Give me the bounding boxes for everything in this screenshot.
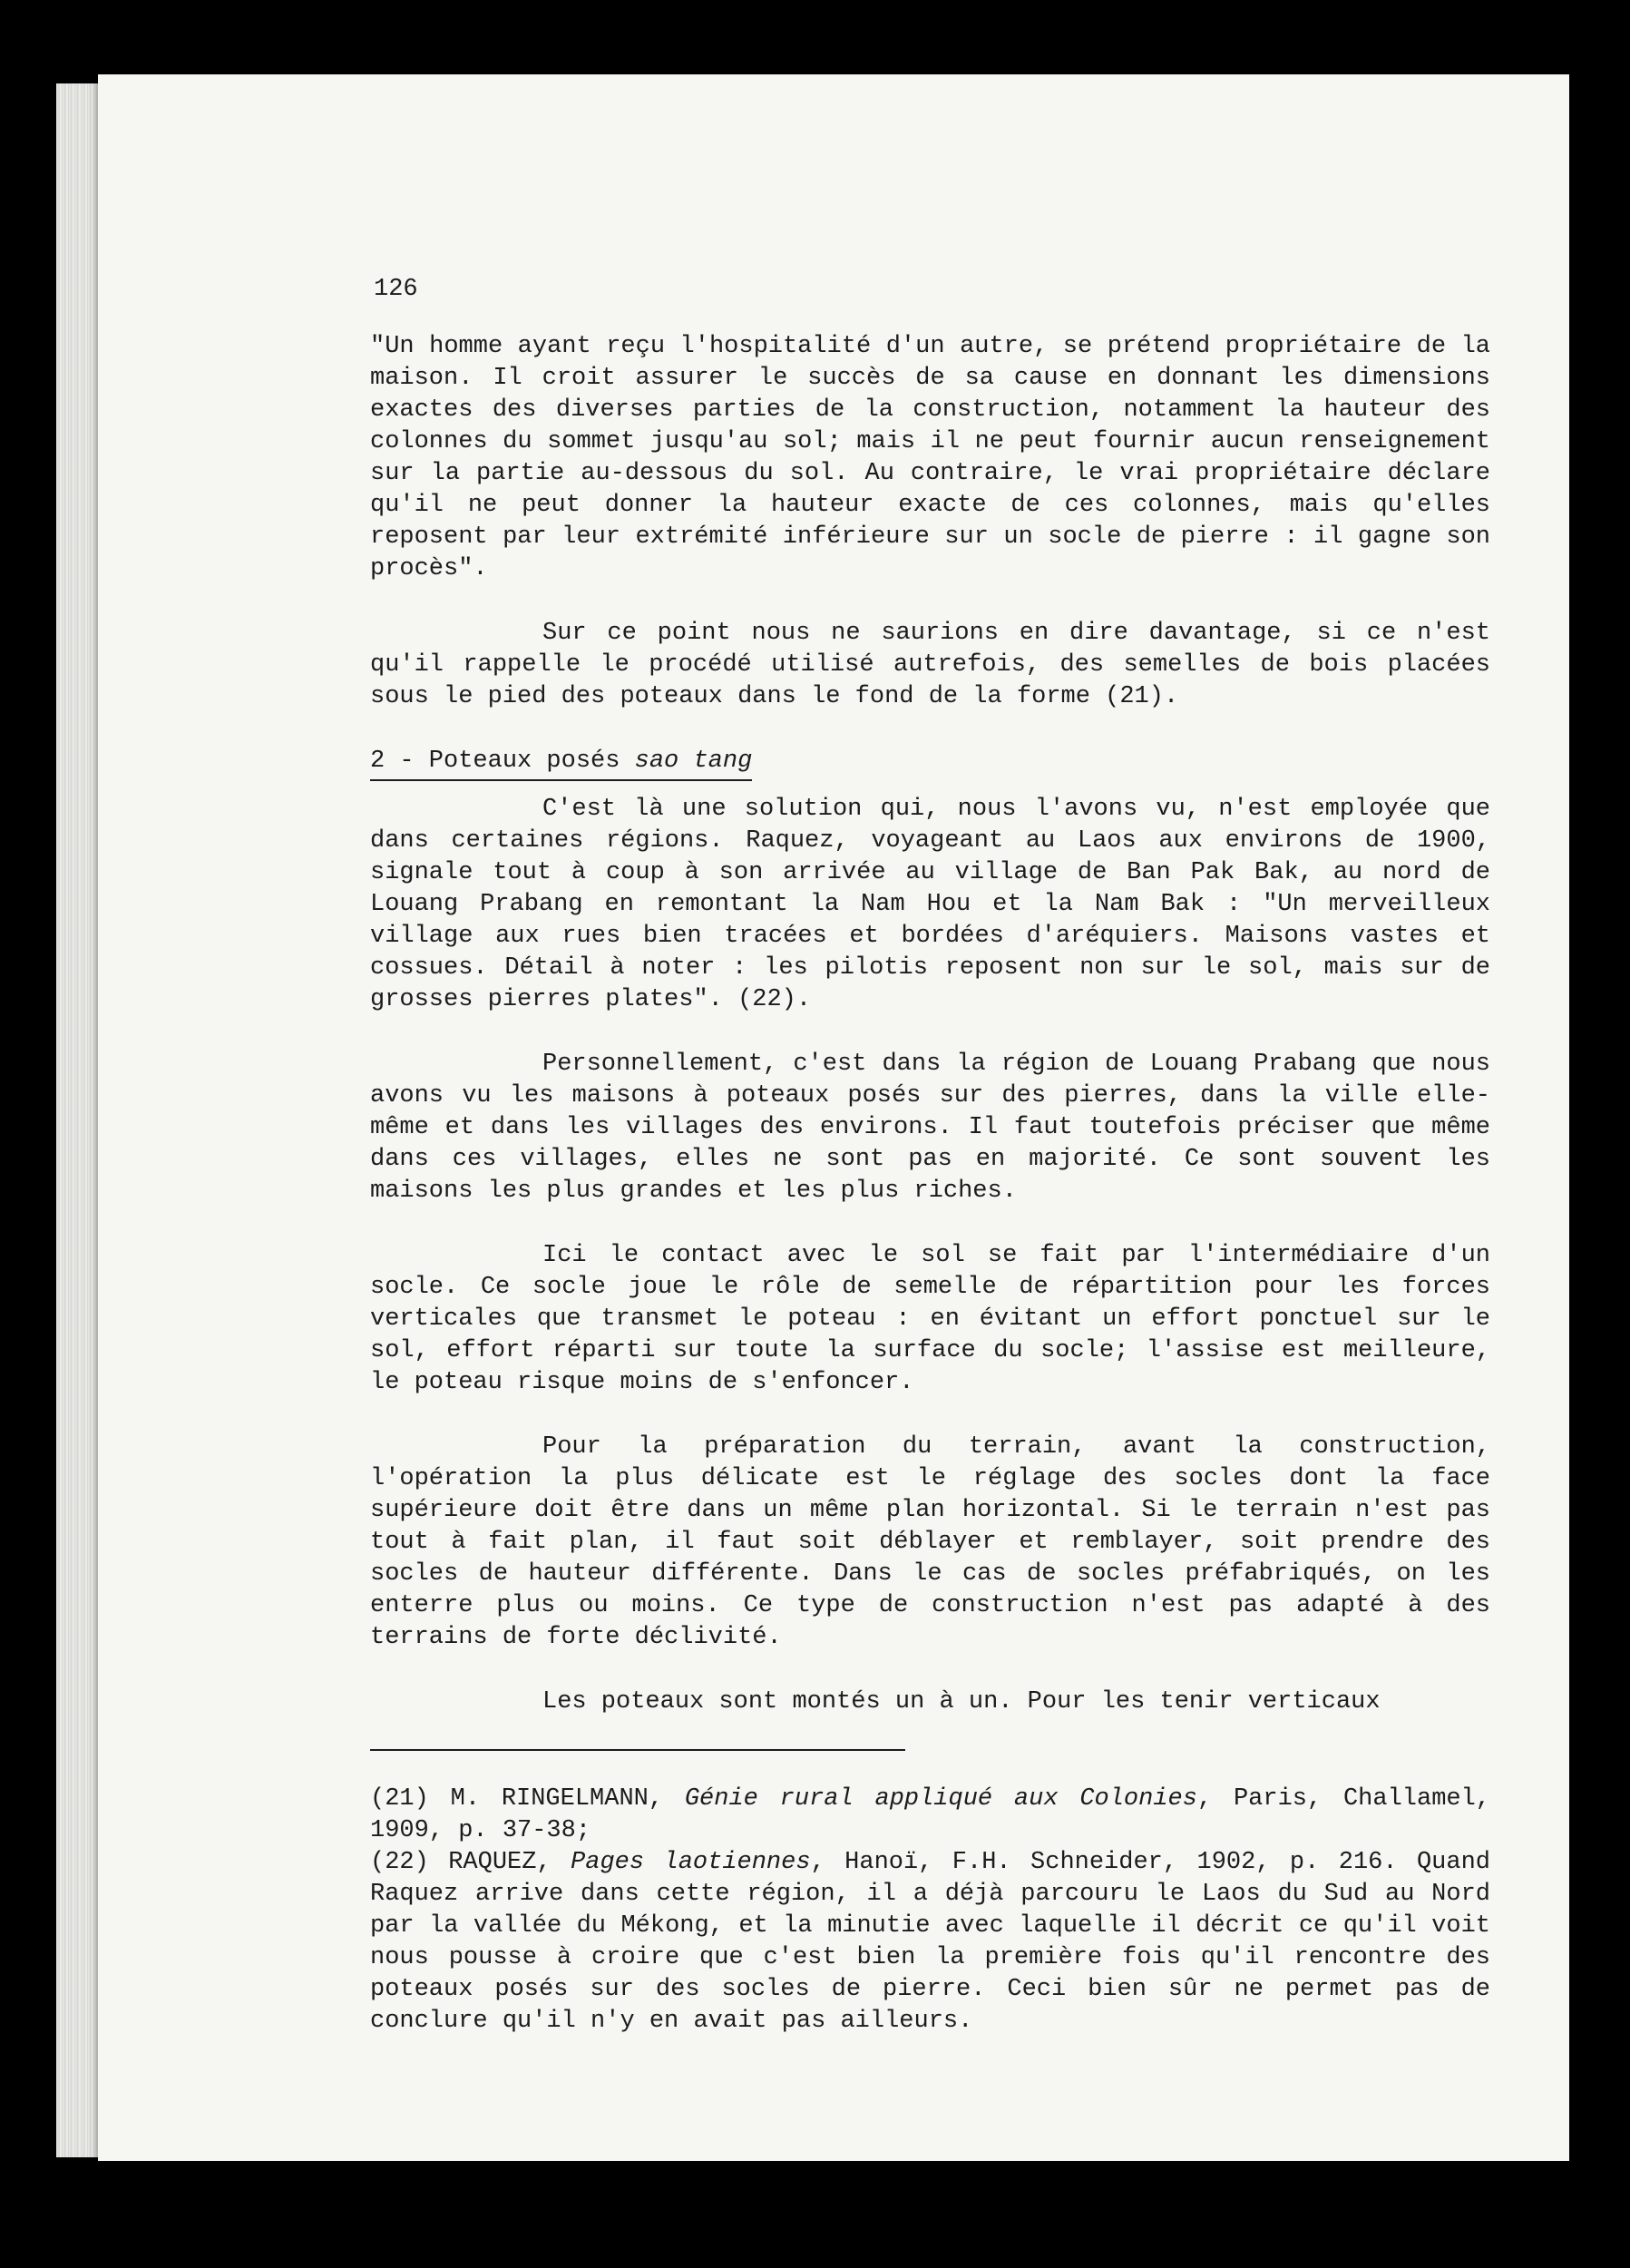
paragraph-2: C'est là une solution qui, nous l'avons vu, n'est employée que dans certaines régions. Raquez, voyageant au Laos aux environs de 1900, signale tout à coup à son arrivée au village de Ban Pak Bak, au nord de Louang Prabang en remontant la Nam Hou et la Nam Bak : "Un merveilleux village aux rues bien tracées et bordées d'aréquiers. Maisons vastes et cossues. Détail à noter : les pilotis reposent non sur le sol, mais sur de grosses pierres plates". (22). [370,796,1490,1013]
quote-paragraph: "Un homme ayant reçu l'hospitalité d'un autre, se prétend propriétaire de la maison. Il croit assurer le succès de sa cause en donnant les dimensions exactes des diverses parties de la construction, notamment la hauteur des colonnes du sommet jusqu'au sol; mais il ne peut fournir aucun renseignement sur la partie au-dessous du sol. Au contraire, le vrai propriétaire déclare qu'il ne peut donner la hauteur exacte de ces colonnes, mais qu'elles reposent par leur extrémité inférieure sur un socle de pierre : il gagne son procès". [370,333,1490,582]
footnote-21-title: Génie rural appliqué aux Colonies [684,1785,1197,1813]
page-number: 126 [374,276,418,303]
page-content [370,274,1490,2038]
section-heading [370,746,752,781]
footnote-22-prefix: (22) RAQUEZ, [370,1849,571,1876]
footnote-22-title: Pages laotiennes [571,1849,811,1876]
section-heading-term: sao tang [634,748,753,775]
footnote-separator [370,1749,905,1751]
footnote-21-prefix: (21) M. RINGELMANN, [370,1785,685,1813]
footnote-22-suffix: , Hanoï, F.H. Schneider, 1902, p. 216. Quand Raquez arrive dans cette région, il a déjà parcouru le Laos du Sud au Nord par la vallée du Mékong, et la minutie avec laquelle il décrit ce qu'il voit nous pousse à croire que c'est bien la première fois qu'il rencontre des poteaux posés sur des socles de pierre. Ceci bien sûr ne permet pas de conclure qu'il n'y en avait pas ailleurs. [370,1849,1490,2035]
paragraph-5: Pour la préparation du terrain, avant la construction, l'opération la plus délicate est le réglage des socles dont la face supérieure doit être dans un même plan horizontal. Si le terrain n'est pas tout à fait plan, il faut soit déblayer et remblayer, soit prendre des socles de hauteur différente. Dans le cas de socles préfabriqués, on les enterre plus ou moins. Ce type de construction n'est pas adapté à des terrains de forte déclivité. [370,1433,1490,1651]
footnote-22 [370,1847,1490,2038]
paragraph-4: Ici le contact avec le sol se fait par l'intermédiaire d'un socle. Ce socle joue le rôle de semelle de répartition pour les forces verticales que transmet le poteau : en évitant un effort ponctuel sur le sol, effort réparti sur toute la surface du socle; l'assise est meilleure, le poteau risque moins de s'enfoncer. [370,1242,1490,1396]
document-page [98,74,1569,2161]
paragraph-1: Sur ce point nous ne saurions en dire davantage, si ce n'est qu'il rappelle le procédé utilisé autrefois, des semelles de bois placées sous le pied des poteaux dans le fond de la forme (21). [370,620,1490,710]
footnote-21 [370,1784,1490,1847]
paragraph-6: Les poteaux sont montés un à un. Pour les tenir verticaux [542,1688,1381,1716]
section-heading-prefix: 2 - Poteaux posés [370,748,635,775]
footnote-21-suffix: , Paris, Challamel, 1909, p. 37-38; [370,1785,1491,1844]
page-stack-edges [56,83,103,2157]
paragraph-3: Personnellement, c'est dans la région de Louang Prabang que nous avons vu les maisons à poteaux posés sur des pierres, dans la ville elle-même et dans les villages des environs. Il faut toutefois préciser que même dans ces villages, elles ne sont pas en majorité. Ce sont souvent les maisons les plus grandes et les plus riches. [370,1051,1490,1205]
